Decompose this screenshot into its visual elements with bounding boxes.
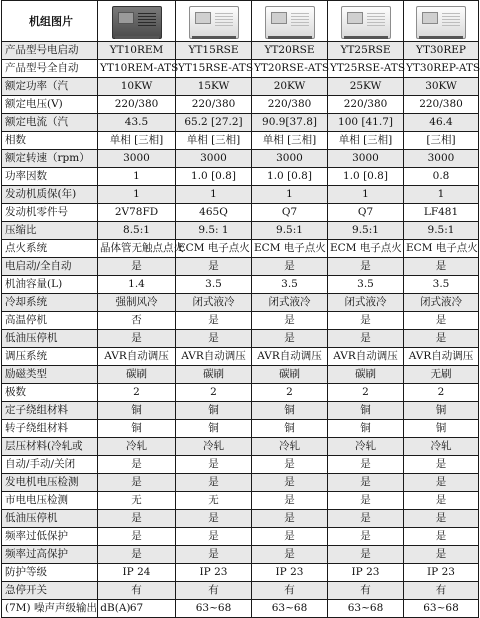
row-value: 是	[404, 492, 479, 510]
row-value: 2	[404, 384, 479, 402]
row-label: 市电电压检测	[2, 492, 98, 510]
row-label: 产品型号电启动	[2, 42, 98, 60]
row-label: (7M) 噪声声级输出 dB(A)	[2, 600, 98, 618]
row-value: 是	[404, 456, 479, 474]
row-value: 有	[98, 582, 176, 600]
row-value: 220/380	[176, 96, 252, 114]
row-value: YT30REP	[404, 42, 479, 60]
row-label: 急停开关	[2, 582, 98, 600]
row-label: 功率因数	[2, 168, 98, 186]
row-value: 是	[252, 546, 328, 564]
row-value: IP 23	[404, 564, 479, 582]
row-value: 0.8	[404, 168, 479, 186]
row-value: 63~68	[176, 600, 252, 618]
row-value: 是	[98, 258, 176, 276]
row-value: 63~68	[328, 600, 404, 618]
row-label: 频率过高保护	[2, 546, 98, 564]
generator-icon	[416, 6, 466, 39]
row-label: 额定功率（汽	[2, 78, 98, 96]
row-value: 碳刷	[176, 366, 252, 384]
row-label: 额定转速（rpm）	[2, 150, 98, 168]
row-value: 是	[98, 546, 176, 564]
row-value: 是	[176, 510, 252, 528]
row-value: 是	[252, 456, 328, 474]
spec-row	[2, 456, 479, 474]
row-value: 1.0 [0.8]	[328, 168, 404, 186]
row-value: 1	[176, 186, 252, 204]
row-value: 是	[98, 474, 176, 492]
row-value: 是	[404, 546, 479, 564]
row-value: 是	[328, 510, 404, 528]
row-value: 是	[98, 330, 176, 348]
row-value: 是	[252, 492, 328, 510]
spec-row	[2, 132, 479, 150]
row-value: AVR自动调压	[252, 348, 328, 366]
row-label: 电启动/全自动	[2, 258, 98, 276]
row-value: 2	[176, 384, 252, 402]
row-value: IP 23	[176, 564, 252, 582]
row-value: 冷轧	[176, 438, 252, 456]
row-value: 10KW	[98, 78, 176, 96]
row-label: 频率过低保护	[2, 528, 98, 546]
spec-row	[2, 600, 479, 618]
generator-icon	[341, 6, 391, 39]
row-value: 是	[328, 330, 404, 348]
row-value: AVR自动调压	[404, 348, 479, 366]
row-value: 单相 [三相]	[176, 132, 252, 150]
header-label: 机组图片	[2, 1, 98, 42]
row-value: 是	[176, 330, 252, 348]
row-value: LF481	[404, 204, 479, 222]
row-label: 极数	[2, 384, 98, 402]
row-value: 铜	[98, 402, 176, 420]
row-value: 220/380	[328, 96, 404, 114]
row-value: 1	[98, 186, 176, 204]
row-value: 46.4	[404, 114, 479, 132]
row-value: YT10REM-ATS	[98, 60, 176, 78]
spec-row	[2, 528, 479, 546]
row-value: 63~68	[404, 600, 479, 618]
row-value: 20KW	[252, 78, 328, 96]
row-value: 单相 [三相]	[98, 132, 176, 150]
row-value: 15KW	[176, 78, 252, 96]
generator-icon	[112, 6, 162, 39]
row-value: 9.5: 1	[176, 222, 252, 240]
row-value: 3000	[98, 150, 176, 168]
row-value: 闭式液冷	[404, 294, 479, 312]
generator-image-cell	[328, 1, 404, 42]
row-value: 碳刷	[98, 366, 176, 384]
row-value: 67	[98, 600, 176, 618]
row-value: 3.5	[252, 276, 328, 294]
row-value: 9.5:1	[252, 222, 328, 240]
spec-row	[2, 240, 479, 258]
row-value: 是	[98, 510, 176, 528]
row-label: 调压系统	[2, 348, 98, 366]
spec-row	[2, 60, 479, 78]
spec-row	[2, 564, 479, 582]
row-label: 发动机质保(年)	[2, 186, 98, 204]
row-value: ECM 电子点火	[176, 240, 252, 258]
row-value: 单相 [三相]	[328, 132, 404, 150]
row-label: 防护等级	[2, 564, 98, 582]
row-value: 3.5	[176, 276, 252, 294]
spec-row	[2, 510, 479, 528]
row-value: 单相 [三相]	[252, 132, 328, 150]
row-value: 铜	[252, 402, 328, 420]
spec-row	[2, 402, 479, 420]
row-value: 铜	[252, 420, 328, 438]
row-value: YT20RSE-ATS	[252, 60, 328, 78]
row-value: YT15RSE-ATS	[176, 60, 252, 78]
row-label: 额定电流（汽	[2, 114, 98, 132]
row-value: 闭式液冷	[252, 294, 328, 312]
row-value: 是	[252, 330, 328, 348]
row-value: 有	[252, 582, 328, 600]
spec-row	[2, 312, 479, 330]
row-value: 闭式液冷	[328, 294, 404, 312]
row-value: 8.5:1	[98, 222, 176, 240]
row-value: 是	[404, 258, 479, 276]
generator-image-cell	[252, 1, 328, 42]
row-value: 1	[404, 186, 479, 204]
row-value: 220/380	[98, 96, 176, 114]
row-value: 是	[252, 510, 328, 528]
row-value: 30KW	[404, 78, 479, 96]
row-value: 铜	[176, 402, 252, 420]
row-value: 1	[328, 186, 404, 204]
row-value: 冷轧	[328, 438, 404, 456]
row-value: 闭式液冷	[176, 294, 252, 312]
row-value: 是	[98, 456, 176, 474]
row-value: 43.5	[98, 114, 176, 132]
row-value: YT20RSE	[252, 42, 328, 60]
row-value: 2	[98, 384, 176, 402]
row-value: 是	[176, 312, 252, 330]
row-value: 3000	[252, 150, 328, 168]
row-label: 层压材料(冷轧或	[2, 438, 98, 456]
row-value: 无	[176, 492, 252, 510]
row-value: 是	[176, 528, 252, 546]
row-label: 低油压停机	[2, 510, 98, 528]
spec-row	[2, 258, 479, 276]
row-value: 是	[252, 258, 328, 276]
row-value: 是	[328, 528, 404, 546]
row-value: ECM 电子点火	[328, 240, 404, 258]
spec-row	[2, 348, 479, 366]
row-value: 无	[98, 492, 176, 510]
row-value: 铜	[404, 420, 479, 438]
row-value: 冷轧	[98, 438, 176, 456]
row-value: YT25RSE	[328, 42, 404, 60]
spec-row	[2, 366, 479, 384]
row-value: 是	[176, 546, 252, 564]
row-value: 是	[176, 456, 252, 474]
spec-row	[2, 492, 479, 510]
row-value: 1	[98, 168, 176, 186]
spec-row	[2, 114, 479, 132]
spec-row	[2, 384, 479, 402]
row-value: 是	[404, 330, 479, 348]
row-value: 铜	[176, 420, 252, 438]
row-value: 冷轧	[404, 438, 479, 456]
spec-row	[2, 330, 479, 348]
row-label: 自动/手动/关闭	[2, 456, 98, 474]
row-value: 碳刷	[328, 366, 404, 384]
row-value: ECM 电子点火	[252, 240, 328, 258]
spec-row	[2, 96, 479, 114]
row-value: 是	[328, 546, 404, 564]
row-value: 碳刷	[252, 366, 328, 384]
row-label: 冷却系统	[2, 294, 98, 312]
row-value: 2V78FD	[98, 204, 176, 222]
row-value: 有	[328, 582, 404, 600]
row-value: 是	[404, 510, 479, 528]
row-value: IP 23	[252, 564, 328, 582]
row-value: 冷轧	[252, 438, 328, 456]
row-value: 65.2 [27.2]	[176, 114, 252, 132]
row-value: 3.5	[404, 276, 479, 294]
row-value: Q7	[328, 204, 404, 222]
row-value: YT25RSE-ATS	[328, 60, 404, 78]
row-value: AVR自动调压	[176, 348, 252, 366]
row-value: 是	[328, 258, 404, 276]
row-value: 是	[328, 456, 404, 474]
spec-row	[2, 78, 479, 96]
spec-row	[2, 222, 479, 240]
row-value: 是	[328, 474, 404, 492]
spec-row	[2, 474, 479, 492]
spec-row	[2, 420, 479, 438]
row-value: 1.0 [0.8]	[176, 168, 252, 186]
generator-image-cell	[176, 1, 252, 42]
row-value: 2	[252, 384, 328, 402]
generator-image-cell	[404, 1, 479, 42]
row-value: 是	[98, 528, 176, 546]
row-value: 是	[252, 474, 328, 492]
row-value: 220/380	[252, 96, 328, 114]
row-value: 2	[328, 384, 404, 402]
spec-table	[1, 0, 479, 618]
row-label: 点火系统	[2, 240, 98, 258]
row-value: IP 23	[328, 564, 404, 582]
row-value: Q7	[252, 204, 328, 222]
spec-table-body	[2, 1, 479, 618]
row-value: 无刷	[404, 366, 479, 384]
row-value: AVR自动调压	[328, 348, 404, 366]
row-value: 1	[252, 186, 328, 204]
row-value: 63~68	[252, 600, 328, 618]
row-value: 是	[176, 258, 252, 276]
row-value: 90.9[37.8]	[252, 114, 328, 132]
spec-row	[2, 42, 479, 60]
row-value: 1.0 [0.8]	[252, 168, 328, 186]
spec-row	[2, 546, 479, 564]
row-value: 220/380	[404, 96, 479, 114]
row-value: 3000	[328, 150, 404, 168]
row-value: 有	[404, 582, 479, 600]
spec-row	[2, 438, 479, 456]
row-value: AVR自动调压	[98, 348, 176, 366]
row-value: 是	[328, 312, 404, 330]
row-value: 强制风冷	[98, 294, 176, 312]
row-value: 100 [41.7]	[328, 114, 404, 132]
row-value: 是	[404, 528, 479, 546]
spec-row	[2, 186, 479, 204]
row-value: 是	[404, 312, 479, 330]
spec-row	[2, 294, 479, 312]
row-value: 25KW	[328, 78, 404, 96]
row-value: 3000	[176, 150, 252, 168]
spec-row	[2, 582, 479, 600]
row-value: YT15RSE	[176, 42, 252, 60]
row-value: 是	[328, 492, 404, 510]
row-label: 高温停机	[2, 312, 98, 330]
row-value: [三相]	[404, 132, 479, 150]
spec-row	[2, 204, 479, 222]
row-label: 压缩比	[2, 222, 98, 240]
row-label: 定子绕组材料	[2, 402, 98, 420]
row-label: 励磁类型	[2, 366, 98, 384]
row-value: 有	[176, 582, 252, 600]
row-value: ECM 电子点火	[404, 240, 479, 258]
row-label: 相数	[2, 132, 98, 150]
row-label: 机油容量(L)	[2, 276, 98, 294]
spec-row	[2, 276, 479, 294]
row-value: 是	[252, 528, 328, 546]
row-value: 9.5:1	[404, 222, 479, 240]
row-value: 铜	[328, 420, 404, 438]
row-value: 否	[98, 312, 176, 330]
row-value: YT30REP-ATS	[404, 60, 479, 78]
row-value: 是	[176, 474, 252, 492]
row-label: 发动机零件号	[2, 204, 98, 222]
row-value: 9.5:1	[328, 222, 404, 240]
row-value: IP 24	[98, 564, 176, 582]
row-label: 产品型号全自动	[2, 60, 98, 78]
row-value: 铜	[328, 402, 404, 420]
row-value: 是	[252, 312, 328, 330]
row-value: 铜	[404, 402, 479, 420]
spec-row	[2, 150, 479, 168]
row-value: 465Q	[176, 204, 252, 222]
generator-icon	[265, 6, 315, 39]
header-row	[2, 1, 479, 42]
spec-row	[2, 168, 479, 186]
row-value: 是	[404, 474, 479, 492]
row-value: 1.4	[98, 276, 176, 294]
generator-image-cell	[98, 1, 176, 42]
row-value: 晶体管无触点点火	[98, 240, 176, 258]
row-label: 低油压停机	[2, 330, 98, 348]
generator-icon	[189, 6, 239, 39]
row-value: YT10REM	[98, 42, 176, 60]
row-value: 3000	[404, 150, 479, 168]
row-label: 额定电压(V)	[2, 96, 98, 114]
row-label: 转子绕组材料	[2, 420, 98, 438]
row-value: 3.5	[328, 276, 404, 294]
row-label: 发电机电压检测	[2, 474, 98, 492]
row-value: 铜	[98, 420, 176, 438]
